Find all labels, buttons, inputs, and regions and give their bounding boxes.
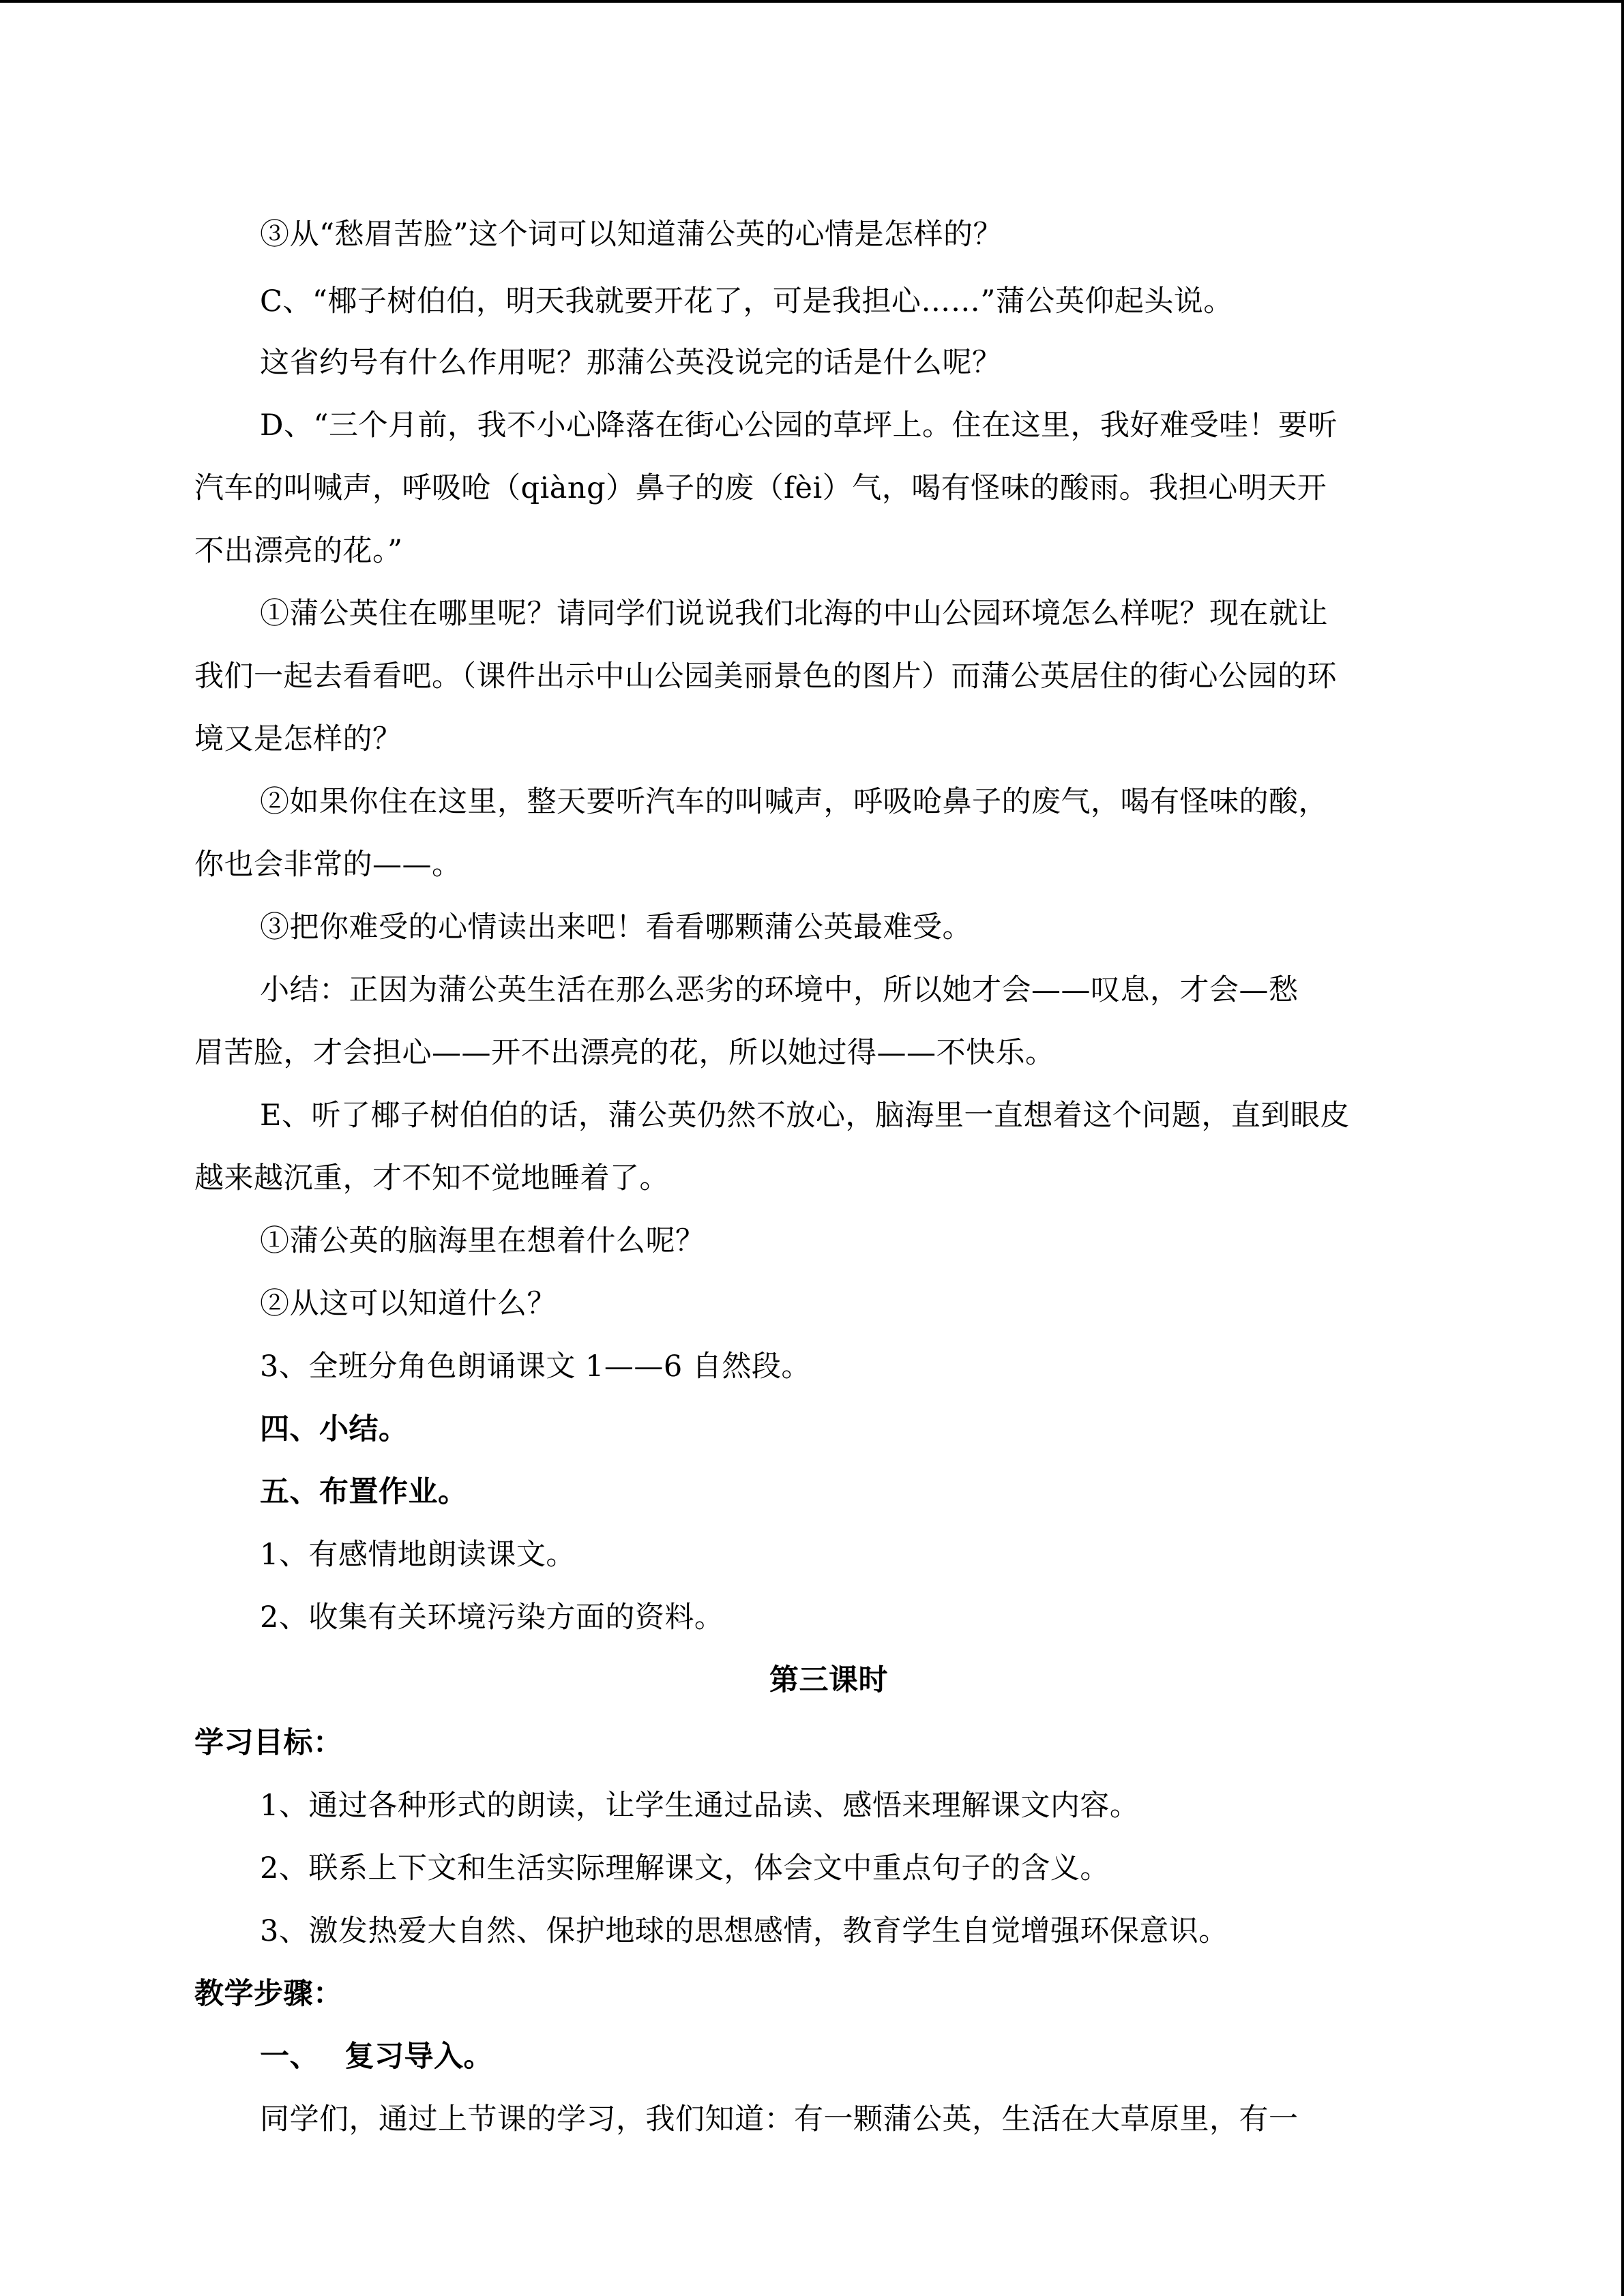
paragraph-line: 汽车的叫喊声，呼吸呛（qiàng）鼻子的废（fèi）气，喝有怪味的酸雨。我担心明天开 [194,471,1327,505]
section-heading: 学习目标： [194,1726,343,1760]
paragraph-line: 2、收集有关环境污染方面的资料。 [260,1600,724,1635]
paragraph-line: 小结：正因为蒲公英生活在那么恶劣的环境中，所以她才会——叹息，才会—愁 [260,973,1299,1007]
paragraph-line: 同学们，通过上节课的学习，我们知道：有一颗蒲公英，生活在大草原里，有一 [260,2102,1299,2136]
section-heading: 教学步骤： [194,1977,343,2011]
lesson-title: 第三课时 [769,1663,888,1697]
paragraph-line: 我们一起去看看吧。（课件出示中山公园美丽景色的图片）而蒲公英居住的街心公园的环 [194,659,1337,694]
paragraph-line: ②从这可以知道什么？ [260,1287,557,1321]
paragraph-line: ③把你难受的心情读出来吧！看看哪颗蒲公英最难受。 [260,910,972,944]
section-heading: 一、 复习导入。 [260,2040,493,2074]
paragraph-line: C、“椰子树伯伯，明天我就要开花了，可是我担心……”蒲公英仰起头说。 [260,284,1233,318]
paragraph-line: 眉苦脸，才会担心——开不出漂亮的花，所以她过得——不快乐。 [194,1036,1055,1070]
paragraph-line: ①蒲公英的脑海里在想着什么呢？ [260,1224,705,1258]
paragraph-line: 不出漂亮的花。” [194,534,403,568]
paragraph-line: D、“三个月前，我不小心降落在街心公园的草坪上。住在这里，我好难受哇！要听 [260,408,1338,443]
paragraph-line: 3、激发热爱大自然、保护地球的思想感情，教育学生自觉增强环保意识。 [260,1914,1228,1948]
paragraph-line: 这省约号有什么作用呢？那蒲公英没说完的话是什么呢？ [260,346,1002,380]
paragraph-line: 你也会非常的——。 [194,848,462,882]
paragraph-line: 1、有感情地朗读课文。 [260,1538,576,1572]
section-heading: 五、布置作业。 [260,1475,468,1509]
paragraph-line: 2、联系上下文和生活实际理解课文，体会文中重点句子的含义。 [260,1851,1110,1885]
paragraph-line: ③从“愁眉苦脸”这个词可以知道蒲公英的心情是怎样的？ [260,218,1003,252]
paragraph-line: ①蒲公英住在哪里呢？请同学们说说我们北海的中山公园环境怎么样呢？现在就让 [260,597,1328,631]
paragraph-line: ②如果你住在这里，整天要听汽车的叫喊声，呼吸呛鼻子的废气，喝有怪味的酸， [260,785,1328,819]
paragraph-line: 越来越沉重，才不知不觉地睡着了。 [194,1161,669,1195]
paragraph-line: 1、通过各种形式的朗读，让学生通过品读、感悟来理解课文内容。 [260,1789,1140,1823]
paragraph-line: 3、全班分角色朗诵课文 1——6 自然段。 [260,1350,811,1384]
paragraph-line: E、听了椰子树伯伯的话，蒲公英仍然不放心，脑海里一直想着这个问题，直到眼皮 [260,1099,1350,1133]
section-heading: 四、小结。 [260,1412,409,1446]
paragraph-line: 境又是怎样的？ [194,722,402,756]
